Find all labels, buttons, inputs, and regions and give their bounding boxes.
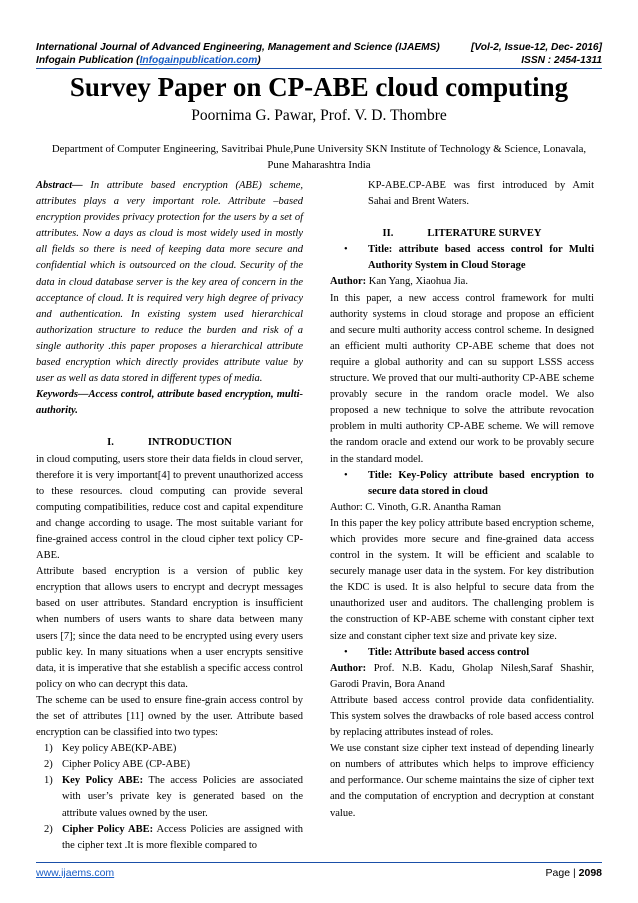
survey-item-title-3 bbox=[330, 645, 594, 661]
bullet-icon: • bbox=[344, 646, 348, 658]
paper-affiliation: Department of Computer Engineering, Savitribai Phule,Pune University SKN Institute of Technology & Science, Lonavala, Pune Maharashtra India bbox=[51, 143, 587, 171]
survey-author-1 bbox=[330, 274, 594, 290]
footer-page bbox=[546, 866, 602, 880]
publisher-prefix: Infogain Publication ( bbox=[36, 55, 140, 66]
left-column bbox=[36, 178, 303, 854]
intro-paragraph-3: The scheme can be used to ensure fine-grain access control by the set of attributes [11] owned by the user. Attribute based encryption can be classified into two types: bbox=[36, 694, 303, 739]
bullet-icon: • bbox=[344, 244, 348, 256]
author-label: Author: bbox=[330, 662, 367, 674]
list-item bbox=[36, 757, 303, 773]
bullet-icon: • bbox=[344, 469, 348, 481]
volume-issue: [Vol-2, Issue-12, Dec- 2016] bbox=[471, 42, 602, 53]
section-heading-literature-survey bbox=[330, 226, 594, 242]
survey-title-text: Title: Attribute based access control bbox=[368, 646, 530, 658]
survey-text-2: In this paper the key policy attribute based encryption scheme, which provides more secure and fine-grained data access control in the system. It will be efficient and scalable to securely manage user data in the system. For key distribution the KDC is used. It is also helpful to secure data from the unauthorized user and auditors. The challenging problem is the construction of KP-ABE scheme with constant cipher text size and constant cipher text size and private key size. bbox=[330, 517, 594, 642]
list-marker: 2) bbox=[44, 823, 53, 835]
abe-definitions-list bbox=[36, 773, 303, 853]
survey-author-3 bbox=[330, 661, 594, 693]
author-label: Author: bbox=[330, 276, 367, 288]
right-column bbox=[330, 178, 594, 822]
page-label: Page | bbox=[545, 867, 579, 879]
author-names: Kan Yang, Xiaohua Jia. bbox=[366, 276, 468, 288]
abstract-text: In attribute based encryption (ABE) scheme, attributes plays a very important role. Attribute –based encryption provides privacy protection for the users by a set of attributes. Now a days as cloud is most widely used in mostly all fields so there is need of keeping data more secure and confidential which is outsourced on the cloud. Security of the data in cloud database server is the key area of concern in the acceptance of cloud. It is required very high degree of privacy and authentication. In existing system used hierarchical authorization structure to reduce the burden and risk of a single authority .this paper proposes a hierarchical attribute based encryption which directly provides attribute value by user as well as data stored in different types of media. bbox=[36, 180, 303, 385]
survey-title-text: Title: Key-Policy attribute based encryption to secure data stored in cloud bbox=[368, 469, 594, 497]
page-number: 2098 bbox=[578, 867, 602, 879]
list-item bbox=[36, 741, 303, 757]
list-marker: 1) bbox=[44, 743, 53, 755]
issn: ISSN : 2454-1311 bbox=[521, 55, 602, 66]
section-title: LITERATURE SURVEY bbox=[427, 228, 542, 240]
header-divider bbox=[36, 68, 602, 69]
list-marker: 1) bbox=[44, 775, 53, 787]
keywords: Keywords—Access control, attribute based encryption, multi-authority. bbox=[36, 389, 303, 417]
list-marker: 2) bbox=[44, 759, 53, 771]
section-number: I. bbox=[107, 437, 114, 449]
paper-title: Survey Paper on CP-ABE cloud computing bbox=[69, 72, 569, 102]
intro-paragraph-2: Attribute based encryption is a version of public key encryption that allows users to encrypt and decrypt messages based on user attributes. Standard encryption is insufficient when numbers of users wants to share data between many users [7]; since the data need to be encrypted using every users public key. In many situations when a user encrypts sensitive data, it is imperative that she establish a specific access control policy on who can decrypt this data. bbox=[36, 566, 303, 690]
abstract bbox=[36, 178, 303, 387]
survey-text-3b: We use constant size cipher text instead of depending linearly on numbers of attributes which helps to improve efficiency and performance. Our scheme maintains the size of cipher text and the computation of encryption and decryption at constant value. bbox=[330, 743, 594, 819]
footer-divider bbox=[36, 862, 602, 863]
survey-item-title-2 bbox=[330, 468, 594, 500]
abstract-label: Abstract— bbox=[36, 180, 83, 191]
intro-paragraph-1: in cloud computing, users store their data fields in cloud server, therefore it is very important[4] to prevent unauthorized access to these resources. cloud computing can provide several computing compatibilities, reduce cost and capital expenditure and change according to usage. The most suitable variant for fine-grained access control in the cloud cipher text policy CP-ABE. bbox=[36, 453, 303, 562]
journal-name: International Journal of Advanced Engineering, Management and Science (IJAEMS) bbox=[36, 42, 440, 53]
publisher bbox=[36, 54, 261, 67]
publisher-link[interactable]: Infogainpublication.com bbox=[139, 55, 258, 66]
survey-item-title-1 bbox=[330, 242, 594, 274]
survey-title-text: Title: attribute based access control for Multi Authority System in Cloud Storage bbox=[368, 244, 594, 272]
list-text: Access Policies are assigned with the cipher text .It is more flexible compared to bbox=[62, 823, 303, 851]
list-item bbox=[36, 773, 303, 821]
section-number: II. bbox=[382, 228, 394, 240]
list-text: Key policy ABE(KP-ABE) bbox=[62, 743, 177, 755]
publisher-suffix: ) bbox=[257, 55, 261, 66]
abe-types-list bbox=[36, 741, 303, 773]
website-link[interactable]: www.ijaems.com bbox=[36, 867, 115, 879]
survey-text-1: In this paper, a new access control framework for multi authority systems in cloud storage and propose an efficient and secure multi authority access control scheme. In designed an efficient multi authority CP-ABE scheme that does not require a global authority and can su support LSSS access structure. We proved that our multi-authority CP-ABE scheme provably secure in the random oracle model. We also proposed a new technique to solve the attribute revocation problem in multi authority CP-ABE scheme. We will remove the random oracle and extend our work to be provably secure in the standard model. bbox=[330, 292, 594, 465]
intro-continuation: KP-ABE.CP-ABE was first introduced by Amit Sahai and Brent Waters. bbox=[368, 180, 594, 208]
list-text: Cipher Policy ABE (CP-ABE) bbox=[62, 759, 191, 771]
list-term: Cipher Policy ABE: bbox=[62, 823, 154, 835]
list-term: Key Policy ABE: bbox=[62, 775, 144, 787]
section-heading-introduction bbox=[36, 435, 303, 451]
survey-author-2: Author: C. Vinoth, G.R. Anantha Raman bbox=[330, 501, 501, 513]
list-text: The access Policies are associated with user’s private key is generated based on the attribute values owned by the user. bbox=[62, 775, 303, 819]
list-item bbox=[36, 822, 303, 854]
footer-left bbox=[36, 866, 114, 880]
section-title: INTRODUCTION bbox=[147, 437, 232, 449]
paper-authors: Poornima G. Pawar, Prof. V. D. Thombre bbox=[191, 107, 447, 124]
author-names: Prof. N.B. Kadu, Gholap Nilesh,Saraf Shashir, Garodi Pravin, Bora Anand bbox=[330, 662, 594, 690]
survey-text-3a: Attribute based access control provide data confidentiality. This system solves the drawbacks of role based access control by replacing attributes instead of roles. bbox=[330, 694, 594, 739]
